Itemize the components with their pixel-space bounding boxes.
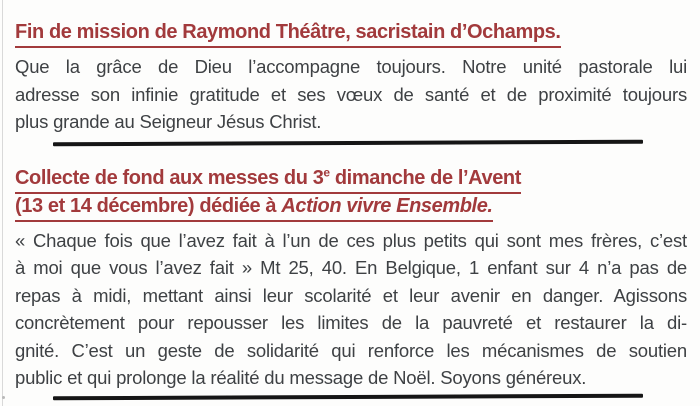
paragraph-line: public et qui prolonge la réalité du message de Noël. Soyons généreux. [15, 367, 587, 388]
paragraph-line: à moi que vous l’avez fait » Mt 25, 40. En Belgique, 1 enfant sur 4 n’a pas de [15, 257, 687, 278]
paragraph-collecte [15, 227, 687, 392]
paragraph-fin-de-mission [15, 53, 687, 136]
paragraph-line: repas à midi, mettant ainsi leur scolarité et leur avenir en danger. Agissons [15, 284, 687, 306]
heading-text: (13 et 14 décembre) dédiée à [15, 194, 282, 217]
paragraph-line: Que la grâce de Dieu l’accompagne toujours. Notre unité pastorale lui [15, 56, 687, 77]
section-collecte [15, 166, 687, 392]
scan-speck-artifact [2, 396, 5, 399]
paragraph-line: « Chaque fois que l’avez fait à l’un de ces plus petits qui sont mes frères, c’est [15, 229, 687, 251]
heading-collecte-line2 [15, 194, 493, 222]
paragraph-line: adresse son infinie gratitude et ses vœux de santé et de proximité toujours [15, 83, 687, 105]
heading-text-italic: Action vivre Ensemble. [281, 194, 493, 217]
divider-rule-bottom [53, 393, 643, 400]
heading-text: dimanche de l’Avent [329, 166, 522, 189]
heading-text: Collecte de fond aux messes du 3 [15, 166, 324, 189]
section-heading [15, 166, 687, 222]
divider-rule-top [53, 139, 643, 146]
scan-edge-artifact [2, 0, 3, 406]
section-heading [15, 20, 687, 48]
heading-collecte-line1 [15, 166, 521, 194]
paragraph-line: concrètement pour repousser les limites de la pauvreté et restaurer la di- [15, 312, 687, 333]
paragraph-line: plus grande au Seigneur Jésus Christ. [15, 111, 322, 132]
superscript-e: e [323, 164, 330, 179]
section-fin-de-mission [15, 20, 687, 136]
heading-fin-de-mission: Fin de mission de Raymond Théâtre, sacristain d’Ochamps. [15, 20, 561, 48]
paragraph-line: gnité. C’est un geste de solidarité qui renforce les mécanismes de soutien [15, 339, 687, 361]
